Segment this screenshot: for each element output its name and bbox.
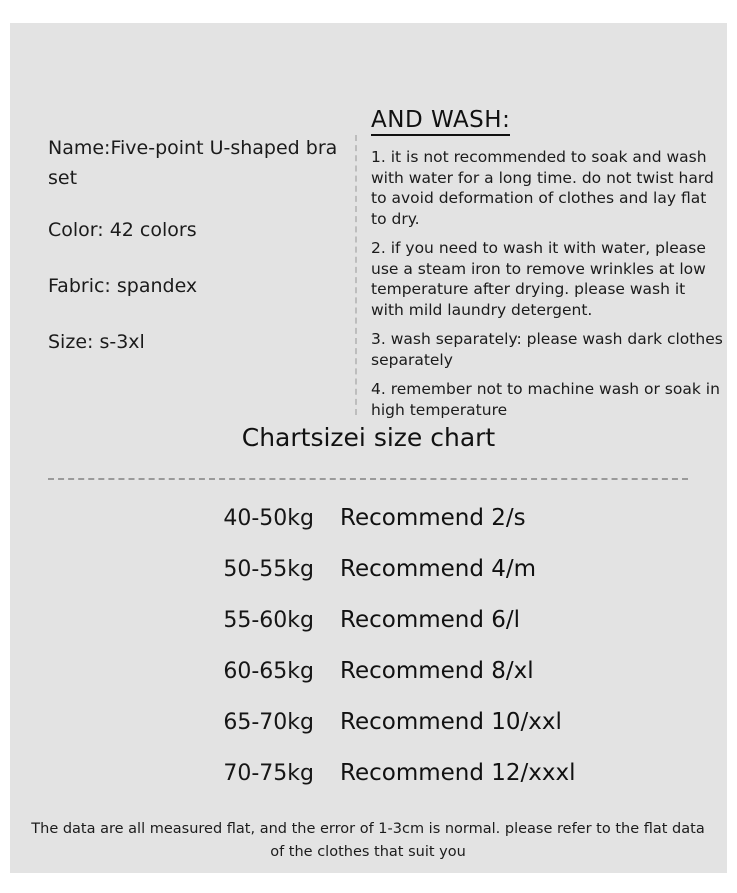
horizontal-dashed-divider — [48, 478, 688, 480]
product-name: Name:Five-point U-shaped bra set — [48, 137, 344, 189]
wash-item: 1. it is not recommended to soak and wash with water for a long time. do not twist hard to avoid deformation of clothes and lay flat to dry. — [371, 148, 714, 228]
weight-cell: 40-50kg — [223, 506, 314, 531]
wash-title — [371, 105, 723, 135]
recommend-cell: Recommend 6/l — [340, 607, 521, 633]
size-chart-heading: Chartsizei size chart — [241, 423, 496, 452]
wash-item: 2. if you need to wash it with water, please use a steam iron to remove wrinkles at low temperature after drying. please wash it with mild laundry detergent. — [371, 239, 706, 319]
table-row — [10, 556, 727, 607]
recommend-cell: Recommend 10/xxl — [340, 709, 562, 735]
table-row — [10, 658, 727, 709]
wash-item: 3. wash separately: please wash dark clothes separately — [371, 330, 723, 369]
product-fabric: Fabric: spandex — [48, 275, 198, 297]
wash-instructions — [371, 105, 723, 429]
weight-cell: 60-65kg — [223, 659, 314, 684]
product-size: Size: s-3xl — [48, 331, 145, 353]
size-chart-table — [10, 505, 727, 811]
table-row — [10, 505, 727, 556]
vertical-dashed-divider — [355, 135, 357, 415]
wash-title-text: AND WASH: — [371, 107, 510, 136]
recommend-cell: Recommend 2/s — [340, 505, 526, 531]
recommend-cell: Recommend 12/xxxl — [340, 760, 576, 786]
product-specs — [48, 133, 348, 383]
measurement-note: The data are all measured flat, and the error of 1-3cm is normal. please refer to the flat data of the clothes that suit you — [31, 821, 705, 860]
recommend-cell: Recommend 4/m — [340, 556, 537, 582]
weight-cell: 65-70kg — [223, 710, 314, 735]
weight-cell: 55-60kg — [223, 608, 314, 633]
table-row — [10, 607, 727, 658]
info-card — [10, 23, 727, 873]
table-row — [10, 709, 727, 760]
weight-cell: 70-75kg — [223, 761, 314, 786]
weight-cell: 50-55kg — [223, 557, 314, 582]
recommend-cell: Recommend 8/xl — [340, 658, 534, 684]
table-row — [10, 760, 727, 811]
wash-item: 4. remember not to machine wash or soak in high temperature — [371, 380, 720, 419]
product-color: Color: 42 colors — [48, 219, 197, 241]
